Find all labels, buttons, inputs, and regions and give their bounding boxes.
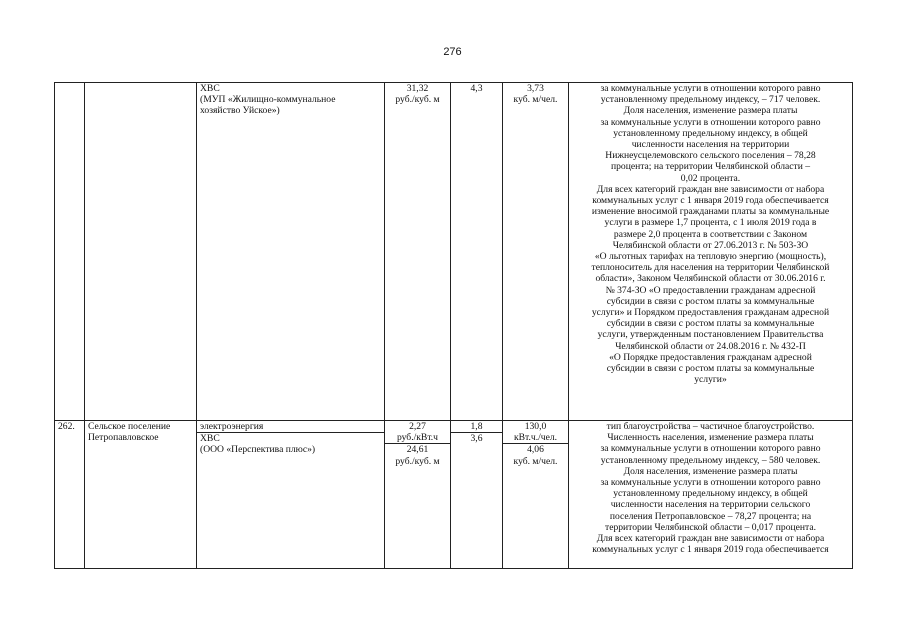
- tariff-value-block: [385, 443, 450, 466]
- note-line: установленному предельному индексу, в общей: [613, 488, 808, 500]
- norm-value-block: [506, 83, 565, 105]
- note-line: размере 2,0 процента в соответствии с Законом: [613, 228, 808, 240]
- norm-value: куб. м/чел.: [513, 455, 558, 467]
- tariff-value-cell: [385, 421, 451, 569]
- service-name-block: [197, 432, 384, 455]
- note-line: теплоноситель для населения на территории Челябинской: [591, 262, 830, 274]
- note-line: коммунальных услуг с 1 января 2019 года обеспечивается: [592, 195, 829, 207]
- settlement-cell: [85, 83, 197, 421]
- service-name: (ООО «Перспектива плюс»): [200, 444, 316, 456]
- note-line: услуги» и Порядком предоставления гражданам адресной: [591, 307, 830, 319]
- note-line: области», Законом Челябинской области от 30.06.2016 г.: [595, 273, 826, 285]
- increase-value-block: [451, 432, 502, 444]
- note-line: установленному предельному индексу, – 717 человек.: [600, 94, 821, 106]
- norm-value-cell: [503, 83, 569, 421]
- norm-value: 4,06: [527, 444, 544, 456]
- note-line: Для всех категорий граждан вне зависимости от набора: [596, 533, 825, 545]
- tariff-value: 31,32: [406, 83, 429, 94]
- service-name-cell: [197, 83, 385, 421]
- increase-value: 1,8: [470, 421, 483, 432]
- note-line: тип благоустройства – частичное благоустройство.: [606, 421, 815, 432]
- norm-value-cell: [503, 421, 569, 569]
- service-name: электроэнергия: [200, 421, 264, 432]
- note-line: Челябинской области от 24.08.2016 г. № 432-П: [615, 340, 806, 352]
- note-line: субсидии в связи с ростом платы за коммунальные: [606, 318, 815, 330]
- row-number-cell: [55, 83, 85, 421]
- service-name: ХВС: [200, 83, 220, 94]
- note-line: № 374-ЗО «О предоставлении гражданам адресной: [605, 284, 816, 296]
- note-line: изменение вносимой гражданами платы за коммунальные: [591, 206, 830, 218]
- tariff-value: 2,27: [409, 421, 426, 432]
- service-name: хозяйство Уйское»): [200, 105, 280, 117]
- increase-value-block: [454, 83, 499, 94]
- tariff-value: руб./куб. м: [395, 94, 440, 106]
- note-line: 0,02 процента.: [680, 172, 741, 184]
- note-line: Челябинской области от 27.06.2013 г. № 503-ЗО: [612, 239, 809, 251]
- note-line: субсидии в связи с ростом платы за коммунальные: [606, 363, 815, 375]
- tariff-value-cell: [385, 83, 451, 421]
- tariff-value: руб./куб. м: [395, 455, 440, 467]
- note-line: Доля населения, изменение размера платы: [623, 105, 798, 117]
- page-number: 276: [443, 46, 462, 58]
- norm-value: куб. м/чел.: [513, 94, 558, 106]
- note-line: услуги, утвержденным постановлением Правительства: [597, 329, 824, 341]
- increase-value-block: [454, 421, 499, 432]
- note-line: коммунальных услуг с 1 января 2019 года обеспечивается: [592, 544, 829, 556]
- norm-value: 3,73: [527, 83, 544, 94]
- note-line: «О льготных тарифах на тепловую энергию (мощность),: [594, 251, 827, 263]
- service-name: ХВС: [200, 433, 220, 445]
- note-line: субсидии в связи с ростом платы за коммунальные: [606, 295, 815, 307]
- service-name-cell: [197, 421, 385, 569]
- note-line: численности населения на территории: [631, 139, 790, 151]
- norm-value: 130,0: [524, 421, 547, 432]
- norm-value: кВт.ч./чел.: [513, 432, 558, 444]
- note-cell: [569, 83, 853, 421]
- note-cell: [569, 421, 853, 569]
- note-line: процента; на территории Челябинской области –: [610, 161, 811, 173]
- note-line: за коммунальные услуги в отношении которого равно: [600, 477, 821, 489]
- note-line: установленному предельному индексу, – 580 человек.: [600, 454, 821, 466]
- note-line: «О Порядке предоставления гражданам адресной: [609, 351, 812, 363]
- note-line: услуги в размере 1,7 процента, с 1 июля 2019 года в: [604, 217, 817, 229]
- service-name-block: [200, 421, 381, 432]
- increase-value: 3,6: [470, 433, 483, 445]
- increase-value-cell: [451, 421, 503, 569]
- tariff-value: руб./кВт.ч: [396, 432, 439, 444]
- tariff-table: [54, 82, 853, 569]
- note-line: Нижнеусцелемовского сельского поселения – 78,28: [605, 150, 816, 162]
- note-line: за коммунальные услуги в отношении которого равно: [600, 116, 821, 128]
- norm-value-block: [503, 443, 568, 466]
- note-line: за коммунальные услуги в отношении которого равно: [600, 443, 821, 455]
- tariff-value-block: [388, 83, 447, 105]
- table-row: [55, 421, 853, 569]
- service-name-block: [200, 83, 381, 117]
- increase-value: 4,3: [470, 83, 483, 94]
- settlement-cell: [85, 421, 197, 569]
- settlement-name: Сельское поселение: [88, 421, 171, 432]
- note-line: численности населения на территории сельского: [610, 499, 811, 511]
- norm-value-block: [506, 421, 565, 443]
- increase-value-cell: [451, 83, 503, 421]
- note-line: территории Челябинской области – 0,017 процента.: [605, 521, 816, 533]
- tariff-value: 24,61: [406, 444, 429, 456]
- note-line: Доля населения, изменение размера платы: [623, 465, 798, 477]
- note-line: Численность населения, изменение размера платы: [607, 432, 814, 444]
- tariff-value-block: [388, 421, 447, 443]
- note-line: Для всех категорий граждан вне зависимости от набора: [596, 183, 825, 195]
- note-line: за коммунальные услуги в отношении которого равно: [600, 83, 821, 94]
- service-name: (МУП «Жилищно-коммунальное: [200, 94, 336, 106]
- note-line: установленному предельному индексу, в общей: [613, 127, 808, 139]
- table-row: [55, 83, 853, 421]
- row-number-cell: 262.: [55, 421, 85, 569]
- note-line: поселения Петропавловское – 78,27 процента; на: [609, 510, 812, 522]
- note-line: услуги»: [694, 374, 727, 386]
- settlement-name: Петропавловское: [88, 432, 159, 444]
